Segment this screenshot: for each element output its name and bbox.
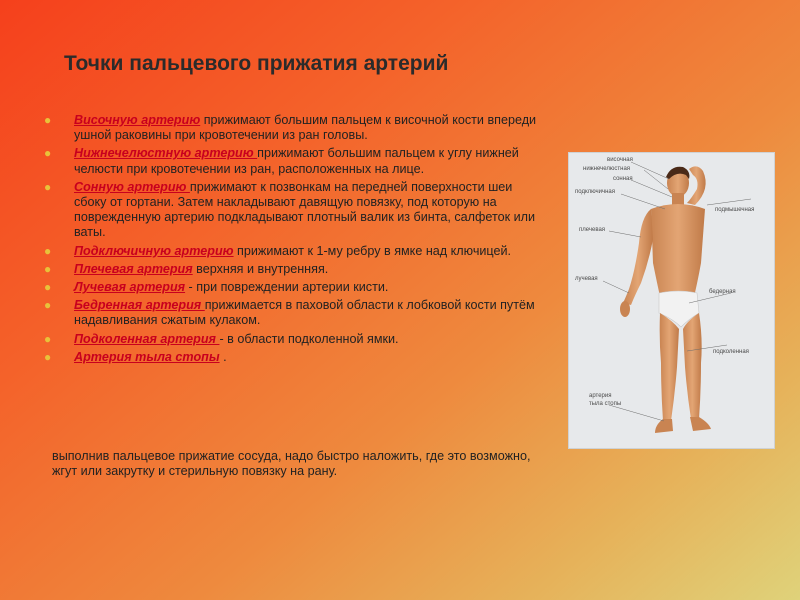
label-subclavian: подключичная [575,189,616,195]
bullet-icon: ● [44,113,52,127]
bullet-icon: ● [44,146,52,161]
label-dorsal-foot-2: тыла стопы [589,401,622,407]
label-brachial: плечевая [579,227,606,233]
list-item-dorsal-foot [44,350,542,365]
body-illustration [569,153,774,448]
label-carotid: сонная [613,176,633,182]
list-item-mandibular [44,146,542,176]
label-femoral: бедерная [709,289,736,295]
term-temporal: Височную артерию [74,113,201,127]
list-item-popliteal [44,332,542,347]
desc-radial: - при повреждении артерии кисти. [185,280,389,295]
term-subclavian: Подключичную артерию [74,243,234,258]
desc-brachial: верхняя и внутренняя. [192,261,329,276]
term-dorsal-foot: Артерия тыла стопы [74,349,220,364]
label-radial: лучевая [575,276,598,282]
desc-popliteal: - в области подколенной ямки. [219,331,399,346]
artery-list [44,113,542,368]
bullet-icon: ● [44,349,52,364]
term-carotid: Сонную артерию [74,179,190,194]
bullet-icon: ● [44,298,52,313]
desc-mandibular: прижимают большим пальцем к углу нижней челюсти при кровотечении из ран, расположенных на лице. [74,146,519,176]
list-item-temporal [44,113,542,143]
raised-arm-shape [687,166,706,205]
list-item-brachial [44,262,542,277]
bullet-icon: ● [44,280,52,295]
bullet-icon: ● [44,243,52,258]
right-leg-shape [660,313,679,421]
slide-title: Точки пальцевого прижатия артерий [64,52,449,75]
label-mandibular: нижнечелюстная [583,166,631,172]
desc-femoral: прижимается в паховой области к лобковой кости путём надавливания сжатым кулаком. [74,298,535,328]
neck-shape [672,193,684,205]
label-popliteal: подколенная [713,349,749,355]
left-arm-shape [623,209,653,305]
term-popliteal: Подколенная артерия [74,331,220,346]
desc-dorsal-foot: . [219,349,227,364]
label-temporal: височная [607,157,633,163]
label-axillary: подмышечная [715,207,755,213]
left-leg-shape [683,313,702,419]
desc-temporal: прижимают большим пальцем к височной кости впереди ушной раковины при кровотечении из ран головы. [74,113,537,143]
list-item-radial [44,280,542,295]
list-item-carotid [44,180,542,241]
term-brachial: Плечевая артерия [74,261,193,276]
footer-note: выполнив пальцевое прижатие сосуда, надо быстро наложить, где это возможно, жгут или закрутку и стерильную повязку на рану. [52,449,531,479]
bullet-icon: ● [44,179,52,194]
bullet-icon: ● [44,261,52,276]
term-radial: Лучевая артерия [74,280,186,295]
right-foot-shape [655,419,673,433]
term-mandibular: Нижнечелюстную артерию [74,146,258,161]
desc-subclavian: прижимают к 1-му ребру в ямке над ключицей. [233,243,512,258]
bullet-icon: ● [44,331,52,346]
term-femoral: Бедренная артерия [74,298,205,313]
torso-shape [651,204,705,301]
anatomy-figure [569,153,774,448]
label-dorsal-foot-1: артерия [589,393,612,399]
desc-carotid: прижимают к позвонкам на передней поверхности шеи сбоку от гортани. Затем накладывают давящую повязку, под которую на поврежденную артерию подкладывают плотный валик из бинта, салфеток или ваты. [74,179,536,240]
left-foot-shape [690,417,711,431]
list-item-femoral [44,298,542,328]
left-hand-shape [620,301,630,317]
list-item-subclavian [44,244,542,259]
